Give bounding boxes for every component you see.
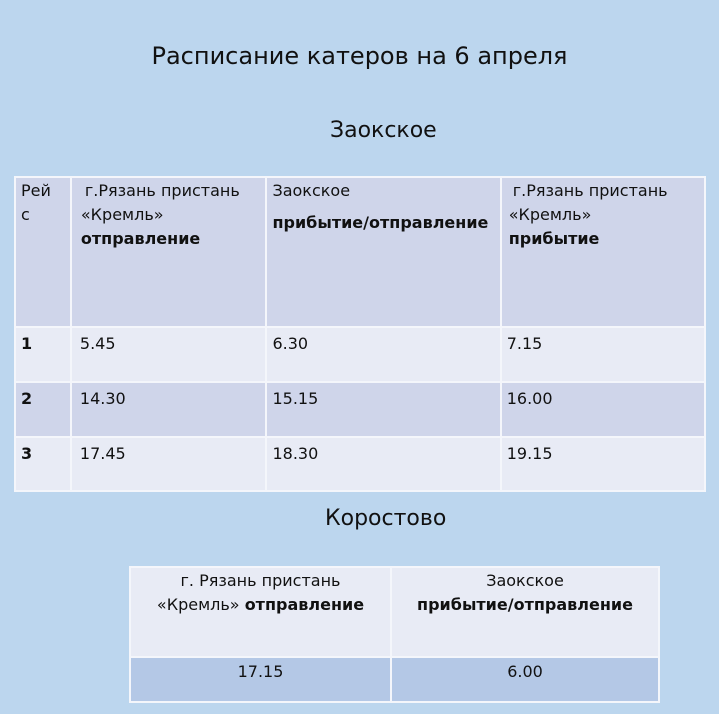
schedule-table-korostovo — [129, 566, 660, 703]
table-header-row — [130, 567, 659, 657]
table-row: 2 14.30 15.15 16.00 — [15, 382, 705, 437]
table-header-row — [15, 177, 705, 327]
page-title: Расписание катеров на 6 апреля — [151, 42, 568, 70]
schedule-table-zaokskoe — [14, 176, 706, 492]
header-cell-zaokskoe: Заокское прибытие/отправление — [266, 177, 500, 327]
table-row: 17.15 6.00 — [130, 657, 659, 702]
header-cell-departure: г. Рязань пристань «Кремль» отправление — [130, 567, 391, 657]
section-heading-korostovo: Коростово — [325, 506, 447, 531]
section-heading-zaokskoe: Заокское — [330, 118, 437, 143]
table-row: 3 17.45 18.30 19.15 — [15, 437, 705, 491]
header-cell-zaokskoe: Заокское прибытие/отправление — [391, 567, 659, 657]
header-cell-trip: Рей с — [15, 177, 71, 327]
header-cell-arrival: г.Рязань пристань «Кремль» прибытие — [501, 177, 705, 327]
table-row: 1 5.45 6.30 7.15 — [15, 327, 705, 382]
header-cell-departure: г.Рязань пристань «Кремль» отправление — [71, 177, 267, 327]
